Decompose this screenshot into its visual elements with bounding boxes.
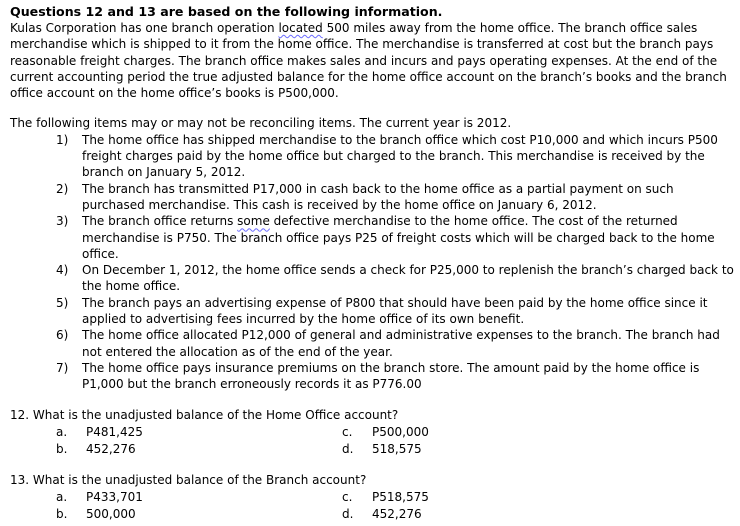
item-text: The home office has shipped merchandise to the branch office which cost P10,000 and which incurs P500 freight charges paid by the home office but charged to the branch. This merchandise is received by the branch on January 5, 2012. (82, 132, 718, 180)
list-item (10, 181, 734, 214)
intro-paragraph (10, 20, 734, 101)
choice-a (56, 489, 143, 506)
item-text-start: The branch office returns (82, 214, 238, 229)
item-number: 5) (56, 295, 69, 310)
question-stem: 13. What is the unadjusted balance of the Branch account? (10, 472, 367, 487)
item-text: The branch has transmitted P17,000 in cash back to the home office as a partial payment on such purchased merchandise. This cash is received by the home office on January 6, 2012. (82, 181, 674, 212)
item-number: 4) (56, 263, 69, 278)
choice-text: 518,575 (372, 441, 422, 456)
list-item (10, 360, 734, 393)
item-number: 2) (56, 181, 69, 196)
choice-letter: c. (342, 424, 353, 439)
choice-text: P481,425 (86, 424, 143, 439)
item-text: On December 1, 2012, the home office sends a check for P25,000 to replenish the branch’s charged back to the home office. (82, 263, 734, 294)
item-number: 3) (56, 214, 69, 229)
question-stem: 12. What is the unadjusted balance of the Home Office account? (10, 407, 399, 422)
choice-letter: b. (56, 441, 68, 456)
answer-choices (10, 489, 734, 523)
document (10, 4, 734, 523)
question-12 (10, 407, 734, 458)
choice-c (342, 489, 429, 506)
item-number: 7) (56, 360, 69, 375)
item-text-end: defective merchandise to the home office. The cost of the returned merchandise is P750. The branch office pays P25 of freight costs which will be charged back to the home office. (82, 214, 715, 261)
spellcheck-flag: some (237, 214, 270, 229)
list-item (10, 295, 734, 328)
choice-letter: a. (56, 424, 68, 439)
spellcheck-flag: located (278, 21, 323, 35)
section-heading: Questions 12 and 13 are based on the following information. (10, 4, 443, 19)
list-item (10, 327, 734, 360)
choice-text: 452,276 (86, 441, 136, 456)
choice-c (342, 424, 429, 441)
items-lead: The following items may or may not be reconciling items. The current year is 2012. (10, 116, 512, 131)
choice-letter: c. (342, 489, 353, 504)
choice-letter: d. (342, 441, 354, 456)
choice-b (56, 441, 136, 458)
choice-letter: a. (56, 489, 68, 504)
choice-a (56, 424, 143, 441)
item-text: The home office allocated P12,000 of general and administrative expenses to the branch. The branch had not entered the allocation as of the end of the year. (82, 328, 720, 359)
question-13 (10, 472, 734, 523)
list-item (10, 213, 734, 262)
choice-text: P433,701 (86, 489, 143, 504)
choice-letter: b. (56, 506, 68, 521)
intro-text-start: Kulas Corporation has one branch operation (10, 21, 279, 35)
item-number: 6) (56, 328, 69, 343)
choice-b (56, 506, 136, 523)
item-number: 1) (56, 132, 69, 147)
item-text: The branch pays an advertising expense of P800 that should have been paid by the home office since it applied to advertising fees incurred by the home office of its own benefit. (82, 295, 708, 327)
reconciling-items-list (10, 132, 734, 393)
choice-letter: d. (342, 506, 354, 521)
choice-d (342, 506, 422, 523)
answer-choices (10, 424, 734, 458)
choice-d (342, 441, 422, 458)
choice-text: 500,000 (86, 506, 136, 521)
intro-text-end: 500 miles away from the home office. The branch office sales merchandise which is shipped to it from the home office. The merchandise is transferred at cost but the branch pays reasonable freight charges. The branch office makes sales and incurs and pays operating expenses. At the end of the current accounting period the true adjusted balance for the home office account on the branch’s books and the branch office account on the home office’s books is P500,000. (10, 21, 727, 101)
item-text: The home office pays insurance premiums on the branch store. The amount paid by the home office is P1,000 but the branch erroneously records it as P776.00 (82, 360, 700, 392)
choice-text: P500,000 (372, 424, 429, 439)
choice-text: P518,575 (372, 489, 429, 504)
list-item (10, 262, 734, 295)
list-item (10, 132, 734, 181)
choice-text: 452,276 (372, 506, 422, 521)
